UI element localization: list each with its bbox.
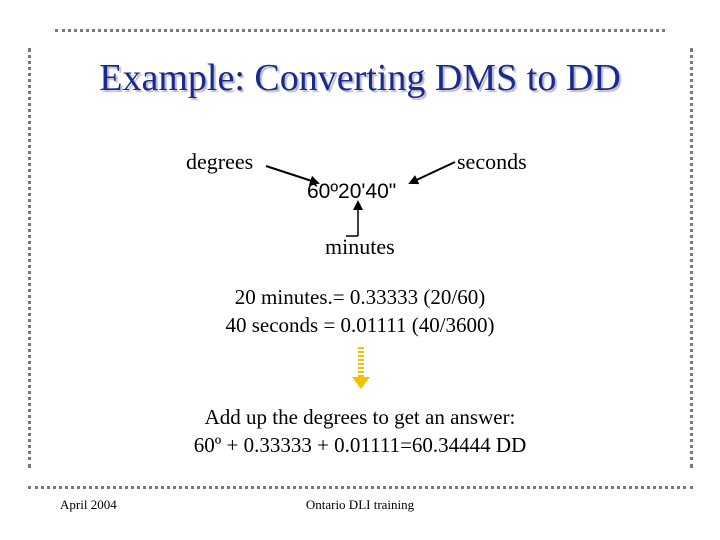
seconds-arrow xyxy=(410,162,455,183)
minutes-conversion: 20 minutes.= 0.33333 (20/60) xyxy=(234,285,486,309)
slide-title: Example: Converting DMS to DD xyxy=(99,57,621,99)
footer-title: Ontario DLI training xyxy=(305,497,415,512)
down-arrow-icon xyxy=(350,345,372,391)
degrees-label: degrees xyxy=(186,149,254,174)
dms-value: 60º20'40" xyxy=(307,180,397,203)
summary-instruction: Add up the degrees to get an answer: xyxy=(204,405,516,429)
seconds-label: seconds xyxy=(457,149,527,174)
minutes-label: minutes xyxy=(325,234,395,259)
footer-date: April 2004 xyxy=(60,497,117,512)
seconds-conversion: 40 seconds = 0.01111 (40/3600) xyxy=(225,313,495,337)
summary-equation: 60º + 0.33333 + 0.01111=60.34444 DD xyxy=(193,433,527,457)
